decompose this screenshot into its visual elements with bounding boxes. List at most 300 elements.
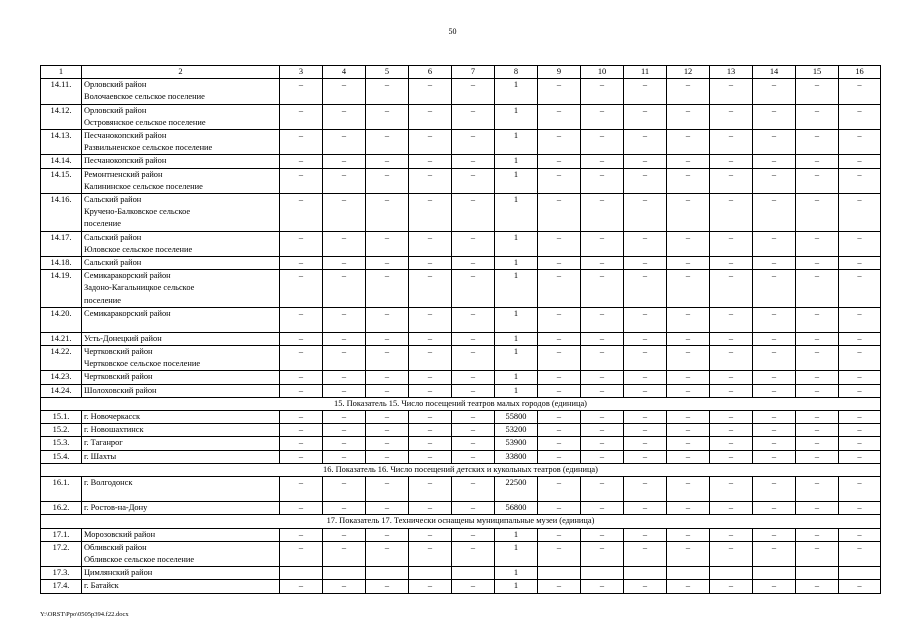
- value-cell-col-11: –: [624, 307, 667, 332]
- table-row: [41, 541, 881, 566]
- value-cell-col-16: –: [839, 384, 881, 397]
- value-cell-col-4: –: [323, 502, 366, 515]
- value-cell-col-13: –: [710, 528, 753, 541]
- value-cell-col-3: –: [280, 79, 323, 104]
- value-cell-col-7: –: [452, 477, 495, 502]
- value-cell-col-13: –: [710, 194, 753, 232]
- value-cell-col-12: –: [667, 528, 710, 541]
- value-cell-col-8: 56800: [495, 502, 538, 515]
- value-cell-col-15: –: [796, 424, 839, 437]
- value-cell-col-15: –: [796, 411, 839, 424]
- value-cell-col-14: –: [753, 346, 796, 371]
- table-body: [41, 66, 881, 594]
- value-cell-col-6: –: [409, 257, 452, 270]
- footer-file-path: Y:\ORST\Ppo\0505p394.f22.docx: [40, 611, 129, 618]
- row-name-line: Кручено-Балковское сельское: [84, 207, 191, 217]
- row-name-line: Сальский район: [84, 232, 142, 242]
- value-cell-col-10: –: [581, 437, 624, 450]
- value-cell-col-6: –: [409, 194, 452, 232]
- value-cell-col-6: –: [409, 155, 452, 168]
- value-cell-col-16: [839, 567, 881, 580]
- value-cell-col-7: –: [452, 155, 495, 168]
- value-cell-col-15: –: [796, 371, 839, 384]
- value-cell-col-4: –: [323, 411, 366, 424]
- value-cell-col-12: –: [667, 371, 710, 384]
- value-cell-col-13: –: [710, 384, 753, 397]
- value-cell-col-12: –: [667, 231, 710, 256]
- row-name-cell: [82, 371, 280, 384]
- value-cell-col-6: –: [409, 130, 452, 155]
- value-cell-col-11: –: [624, 194, 667, 232]
- value-cell-col-5: –: [366, 257, 409, 270]
- table-row: [41, 411, 881, 424]
- value-cell-col-7: –: [452, 502, 495, 515]
- value-cell-col-3: –: [280, 437, 323, 450]
- value-cell-col-11: –: [624, 450, 667, 463]
- value-cell-col-5: –: [366, 332, 409, 345]
- value-cell-col-14: –: [753, 231, 796, 256]
- value-cell-col-14: –: [753, 155, 796, 168]
- value-cell-col-11: –: [624, 104, 667, 129]
- value-cell-col-9: –: [538, 384, 581, 397]
- row-name-cell: [82, 130, 280, 155]
- section-header-row: [41, 463, 881, 476]
- value-cell-col-12: –: [667, 477, 710, 502]
- value-cell-col-11: –: [624, 541, 667, 566]
- value-cell-col-16: –: [839, 332, 881, 345]
- value-cell-col-14: –: [753, 437, 796, 450]
- row-number: 17.1.: [41, 528, 82, 541]
- value-cell-col-8: 1: [495, 332, 538, 345]
- column-number-row: [41, 66, 881, 79]
- table-row: [41, 437, 881, 450]
- row-name-line: Чертковский район: [84, 372, 153, 382]
- table-row: [41, 371, 881, 384]
- value-cell-col-5: –: [366, 231, 409, 256]
- table-row: [41, 502, 881, 515]
- row-name-line: Цимлянский район: [84, 568, 153, 578]
- row-name-cell: [82, 580, 280, 593]
- value-cell-col-15: –: [796, 384, 839, 397]
- value-cell-col-11: –: [624, 424, 667, 437]
- value-cell-col-10: –: [581, 346, 624, 371]
- value-cell-col-12: –: [667, 155, 710, 168]
- value-cell-col-11: –: [624, 437, 667, 450]
- value-cell-col-6: –: [409, 371, 452, 384]
- value-cell-col-4: [323, 567, 366, 580]
- value-cell-col-7: –: [452, 270, 495, 308]
- column-number-13: 13: [710, 66, 753, 79]
- row-name-line: г. Таганрог: [84, 438, 123, 448]
- value-cell-col-12: –: [667, 384, 710, 397]
- value-cell-col-15: –: [796, 104, 839, 129]
- value-cell-col-16: –: [839, 168, 881, 193]
- value-cell-col-7: –: [452, 168, 495, 193]
- value-cell-col-10: –: [581, 384, 624, 397]
- row-name-line: Песчанокопский район: [84, 156, 167, 166]
- value-cell-col-16: –: [839, 231, 881, 256]
- value-cell-col-9: –: [538, 194, 581, 232]
- column-number-6: 6: [409, 66, 452, 79]
- row-number: 14.12.: [41, 104, 82, 129]
- value-cell-col-8: 53900: [495, 437, 538, 450]
- table-row: [41, 104, 881, 129]
- value-cell-col-5: –: [366, 384, 409, 397]
- value-cell-col-14: –: [753, 580, 796, 593]
- value-cell-col-13: –: [710, 502, 753, 515]
- value-cell-col-4: –: [323, 450, 366, 463]
- value-cell-col-14: –: [753, 411, 796, 424]
- value-cell-col-12: –: [667, 257, 710, 270]
- value-cell-col-4: –: [323, 384, 366, 397]
- value-cell-col-9: –: [538, 450, 581, 463]
- value-cell-col-16: –: [839, 270, 881, 308]
- value-cell-col-15: –: [796, 477, 839, 502]
- value-cell-col-4: –: [323, 437, 366, 450]
- row-name-line: г. Новошахтинск: [84, 425, 144, 435]
- value-cell-col-14: –: [753, 104, 796, 129]
- value-cell-col-12: –: [667, 450, 710, 463]
- value-cell-col-10: –: [581, 270, 624, 308]
- value-cell-col-9: [538, 567, 581, 580]
- row-name-cell: [82, 450, 280, 463]
- row-name-line: Юловское сельское поселение: [84, 244, 193, 254]
- value-cell-col-5: –: [366, 155, 409, 168]
- value-cell-col-13: –: [710, 307, 753, 332]
- row-name-line: Сальский район: [84, 258, 142, 268]
- value-cell-col-3: –: [280, 411, 323, 424]
- value-cell-col-8: 1: [495, 307, 538, 332]
- row-name-cell: [82, 257, 280, 270]
- value-cell-col-5: –: [366, 411, 409, 424]
- value-cell-col-10: –: [581, 528, 624, 541]
- column-number-12: 12: [667, 66, 710, 79]
- value-cell-col-11: –: [624, 130, 667, 155]
- value-cell-col-7: –: [452, 130, 495, 155]
- value-cell-col-12: –: [667, 580, 710, 593]
- row-number: 14.24.: [41, 384, 82, 397]
- value-cell-col-11: –: [624, 502, 667, 515]
- value-cell-col-7: –: [452, 384, 495, 397]
- value-cell-col-6: [409, 567, 452, 580]
- value-cell-col-4: –: [323, 155, 366, 168]
- value-cell-col-3: –: [280, 130, 323, 155]
- table-row: [41, 79, 881, 104]
- value-cell-col-5: –: [366, 130, 409, 155]
- section-title: 16. Показатель 16. Число посещений детских и кукольных театров (единица): [41, 463, 881, 476]
- row-number: 17.3.: [41, 567, 82, 580]
- table-row: [41, 332, 881, 345]
- table-row: [41, 257, 881, 270]
- value-cell-col-12: –: [667, 307, 710, 332]
- value-cell-col-13: –: [710, 411, 753, 424]
- value-cell-col-9: –: [538, 580, 581, 593]
- column-number-1: 1: [41, 66, 82, 79]
- table-row: [41, 450, 881, 463]
- value-cell-col-9: –: [538, 424, 581, 437]
- row-number: 14.11.: [41, 79, 82, 104]
- value-cell-col-9: –: [538, 307, 581, 332]
- value-cell-col-6: –: [409, 168, 452, 193]
- value-cell-col-12: –: [667, 411, 710, 424]
- row-number: 14.13.: [41, 130, 82, 155]
- value-cell-col-8: 1: [495, 168, 538, 193]
- table-row: [41, 130, 881, 155]
- value-cell-col-9: –: [538, 168, 581, 193]
- value-cell-col-3: –: [280, 194, 323, 232]
- value-cell-col-7: –: [452, 194, 495, 232]
- value-cell-col-3: –: [280, 346, 323, 371]
- value-cell-col-7: –: [452, 411, 495, 424]
- section-header-row: [41, 397, 881, 410]
- value-cell-col-10: –: [581, 231, 624, 256]
- value-cell-col-11: –: [624, 168, 667, 193]
- value-cell-col-7: –: [452, 307, 495, 332]
- row-name-line: г. Волгодонск: [84, 478, 133, 488]
- value-cell-col-11: –: [624, 270, 667, 308]
- row-name-cell: [82, 168, 280, 193]
- row-name-cell: [82, 231, 280, 256]
- column-number-5: 5: [366, 66, 409, 79]
- value-cell-col-15: –: [796, 541, 839, 566]
- value-cell-col-16: –: [839, 307, 881, 332]
- value-cell-col-6: –: [409, 580, 452, 593]
- value-cell-col-8: 55800: [495, 411, 538, 424]
- value-cell-col-8: 1: [495, 257, 538, 270]
- table-row: [41, 384, 881, 397]
- value-cell-col-4: –: [323, 580, 366, 593]
- column-number-3: 3: [280, 66, 323, 79]
- row-name-line: Орловский район: [84, 80, 147, 90]
- value-cell-col-3: –: [280, 231, 323, 256]
- row-number: 15.1.: [41, 411, 82, 424]
- value-cell-col-6: –: [409, 541, 452, 566]
- value-cell-col-8: 1: [495, 104, 538, 129]
- value-cell-col-6: –: [409, 104, 452, 129]
- value-cell-col-15: –: [796, 346, 839, 371]
- value-cell-col-16: –: [839, 411, 881, 424]
- row-number: 15.4.: [41, 450, 82, 463]
- row-name-cell: [82, 104, 280, 129]
- value-cell-col-10: –: [581, 257, 624, 270]
- value-cell-col-15: –: [796, 270, 839, 308]
- table-row: [41, 231, 881, 256]
- value-cell-col-10: –: [581, 541, 624, 566]
- value-cell-col-8: 1: [495, 567, 538, 580]
- value-cell-col-3: –: [280, 477, 323, 502]
- value-cell-col-11: –: [624, 528, 667, 541]
- table-row: [41, 580, 881, 593]
- value-cell-col-12: –: [667, 502, 710, 515]
- row-name-cell: [82, 528, 280, 541]
- value-cell-col-13: –: [710, 580, 753, 593]
- value-cell-col-4: –: [323, 541, 366, 566]
- row-name-line: поселение: [84, 219, 121, 229]
- column-number-7: 7: [452, 66, 495, 79]
- value-cell-col-12: –: [667, 346, 710, 371]
- value-cell-col-15: –: [796, 437, 839, 450]
- value-cell-col-13: –: [710, 155, 753, 168]
- value-cell-col-9: –: [538, 477, 581, 502]
- value-cell-col-4: –: [323, 168, 366, 193]
- value-cell-col-14: –: [753, 502, 796, 515]
- value-cell-col-14: –: [753, 332, 796, 345]
- value-cell-col-6: –: [409, 411, 452, 424]
- value-cell-col-5: –: [366, 424, 409, 437]
- value-cell-col-13: –: [710, 130, 753, 155]
- value-cell-col-6: –: [409, 270, 452, 308]
- value-cell-col-14: –: [753, 257, 796, 270]
- value-cell-col-12: –: [667, 104, 710, 129]
- table-row: [41, 477, 881, 502]
- value-cell-col-16: –: [839, 194, 881, 232]
- row-name-line: Чертковское сельское поселение: [84, 359, 201, 369]
- value-cell-col-7: –: [452, 528, 495, 541]
- row-number: 15.2.: [41, 424, 82, 437]
- column-number-4: 4: [323, 66, 366, 79]
- value-cell-col-8: 1: [495, 130, 538, 155]
- value-cell-col-9: –: [538, 130, 581, 155]
- value-cell-col-10: –: [581, 332, 624, 345]
- value-cell-col-11: –: [624, 477, 667, 502]
- column-number-10: 10: [581, 66, 624, 79]
- value-cell-col-3: –: [280, 424, 323, 437]
- row-name-line: Задоно-Кагальницкое сельское: [84, 283, 195, 293]
- row-name-cell: [82, 477, 280, 502]
- value-cell-col-11: –: [624, 155, 667, 168]
- value-cell-col-10: –: [581, 580, 624, 593]
- value-cell-col-16: –: [839, 528, 881, 541]
- value-cell-col-16: –: [839, 130, 881, 155]
- column-number-2: 2: [82, 66, 280, 79]
- column-number-11: 11: [624, 66, 667, 79]
- row-name-cell: [82, 155, 280, 168]
- value-cell-col-8: 1: [495, 231, 538, 256]
- row-name-line: Обливский район: [84, 542, 147, 552]
- value-cell-col-7: –: [452, 257, 495, 270]
- row-name-cell: [82, 332, 280, 345]
- value-cell-col-16: –: [839, 424, 881, 437]
- value-cell-col-6: –: [409, 332, 452, 345]
- row-name-cell: [82, 424, 280, 437]
- value-cell-col-6: –: [409, 502, 452, 515]
- value-cell-col-16: –: [839, 79, 881, 104]
- value-cell-col-5: –: [366, 541, 409, 566]
- value-cell-col-7: –: [452, 541, 495, 566]
- value-cell-col-13: –: [710, 231, 753, 256]
- value-cell-col-13: –: [710, 450, 753, 463]
- value-cell-col-11: –: [624, 231, 667, 256]
- value-cell-col-16: –: [839, 371, 881, 384]
- value-cell-col-16: –: [839, 104, 881, 129]
- value-cell-col-16: –: [839, 257, 881, 270]
- value-cell-col-11: –: [624, 371, 667, 384]
- row-name-line: Семикаракорский район: [84, 308, 171, 318]
- column-number-8: 8: [495, 66, 538, 79]
- value-cell-col-9: –: [538, 502, 581, 515]
- value-cell-col-4: –: [323, 270, 366, 308]
- value-cell-col-8: 1: [495, 155, 538, 168]
- value-cell-col-9: –: [538, 528, 581, 541]
- value-cell-col-3: –: [280, 371, 323, 384]
- value-cell-col-3: [280, 567, 323, 580]
- value-cell-col-10: –: [581, 371, 624, 384]
- value-cell-col-9: –: [538, 346, 581, 371]
- value-cell-col-5: [366, 567, 409, 580]
- row-name-cell: [82, 437, 280, 450]
- value-cell-col-4: –: [323, 79, 366, 104]
- section-header-row: [41, 515, 881, 528]
- value-cell-col-10: –: [581, 194, 624, 232]
- value-cell-col-16: –: [839, 437, 881, 450]
- value-cell-col-16: –: [839, 477, 881, 502]
- value-cell-col-13: –: [710, 168, 753, 193]
- value-cell-col-14: –: [753, 477, 796, 502]
- value-cell-col-14: –: [753, 528, 796, 541]
- row-name-line: Островянское сельское поселение: [84, 117, 206, 127]
- value-cell-col-6: –: [409, 528, 452, 541]
- row-name-line: Волочаевское сельское поселение: [84, 92, 205, 102]
- table-row: [41, 567, 881, 580]
- row-name-line: Усть-Донецкий район: [84, 333, 162, 343]
- value-cell-col-14: –: [753, 130, 796, 155]
- table-row: [41, 194, 881, 232]
- row-name-line: Шолоховский район: [84, 385, 157, 395]
- value-cell-col-8: 1: [495, 580, 538, 593]
- value-cell-col-13: –: [710, 541, 753, 566]
- table-row: [41, 270, 881, 308]
- value-cell-col-9: –: [538, 231, 581, 256]
- row-number: 14.21.: [41, 332, 82, 345]
- value-cell-col-15: –: [796, 257, 839, 270]
- value-cell-col-16: –: [839, 502, 881, 515]
- value-cell-col-3: –: [280, 104, 323, 129]
- value-cell-col-14: –: [753, 270, 796, 308]
- value-cell-col-10: –: [581, 502, 624, 515]
- row-name-line: Чертковский район: [84, 347, 153, 357]
- value-cell-col-16: –: [839, 346, 881, 371]
- value-cell-col-6: –: [409, 384, 452, 397]
- value-cell-col-3: –: [280, 528, 323, 541]
- value-cell-col-14: –: [753, 194, 796, 232]
- value-cell-col-13: –: [710, 371, 753, 384]
- row-number: 14.18.: [41, 257, 82, 270]
- value-cell-col-14: –: [753, 384, 796, 397]
- value-cell-col-4: –: [323, 257, 366, 270]
- value-cell-col-13: –: [710, 104, 753, 129]
- value-cell-col-4: –: [323, 528, 366, 541]
- value-cell-col-4: –: [323, 424, 366, 437]
- value-cell-col-12: –: [667, 79, 710, 104]
- row-name-line: поселение: [84, 295, 121, 305]
- row-name-line: Обливское сельское поселение: [84, 554, 195, 564]
- value-cell-col-11: –: [624, 411, 667, 424]
- value-cell-col-15: –: [796, 580, 839, 593]
- value-cell-col-5: –: [366, 528, 409, 541]
- value-cell-col-10: –: [581, 104, 624, 129]
- table-row: [41, 346, 881, 371]
- value-cell-col-13: –: [710, 332, 753, 345]
- value-cell-col-13: –: [710, 257, 753, 270]
- value-cell-col-5: –: [366, 450, 409, 463]
- value-cell-col-7: [452, 567, 495, 580]
- value-cell-col-3: –: [280, 307, 323, 332]
- value-cell-col-12: –: [667, 541, 710, 566]
- row-name-cell: [82, 270, 280, 308]
- value-cell-col-8: 1: [495, 270, 538, 308]
- row-name-line: Морозовский район: [84, 529, 156, 539]
- row-number: 16.2.: [41, 502, 82, 515]
